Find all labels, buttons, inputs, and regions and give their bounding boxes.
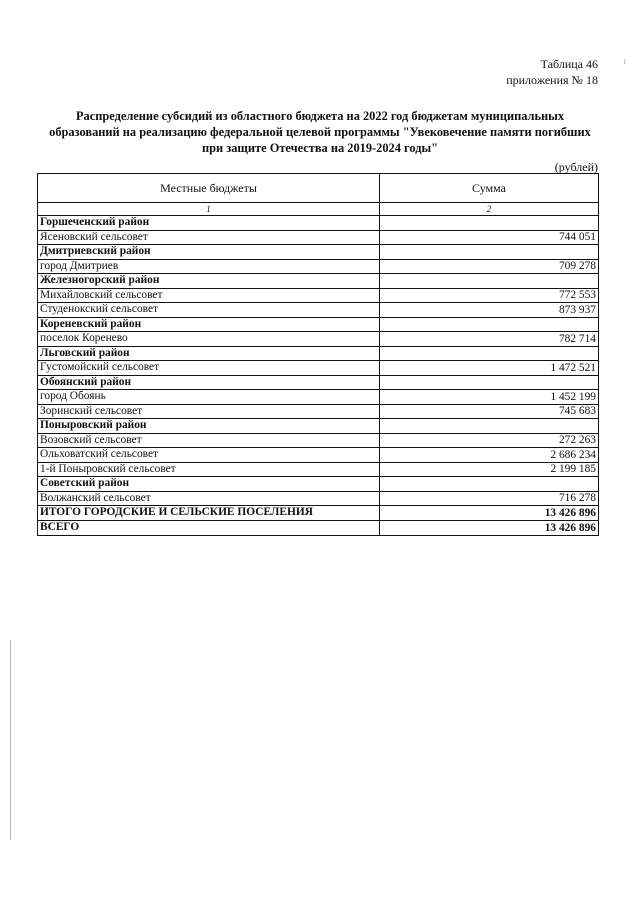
title-line-1: Распределение субсидий из областного бюджета на 2022 год бюджетам муниципальных <box>75 109 565 123</box>
table-row <box>38 491 599 506</box>
row-amount <box>380 477 599 492</box>
row-name: Железногорский район <box>38 274 380 289</box>
row-name: Дмитриевский район <box>38 245 380 260</box>
row-name: Горшеченский район <box>38 216 380 231</box>
row-name: Возовский сельсовет <box>38 433 380 448</box>
row-name: ВСЕГО <box>38 521 380 536</box>
row-name: 1-й Поныровский сельсовет <box>38 462 380 477</box>
row-amount <box>380 216 599 231</box>
row-amount <box>380 346 599 361</box>
table-number: Таблица 46 <box>540 57 598 71</box>
row-name: ИТОГО ГОРОДСКИЕ И СЕЛЬСКИЕ ПОСЕЛЕНИЯ <box>38 506 380 521</box>
column-header-amount: Сумма <box>380 174 599 203</box>
row-amount <box>380 375 599 390</box>
row-name: Студенокский сельсовет <box>38 303 380 318</box>
row-name: Зоринский сельсовет <box>38 404 380 419</box>
row-amount: 1 452 199 <box>380 390 599 405</box>
row-amount: 13 426 896 <box>380 521 599 536</box>
row-amount <box>380 245 599 260</box>
unit-label: (рублей) <box>554 160 598 174</box>
table-row <box>38 448 599 463</box>
column-header-budgets: Местные бюджеты <box>38 174 380 203</box>
row-amount: 2 686 234 <box>380 448 599 463</box>
row-amount: 744 051 <box>380 230 599 245</box>
row-amount: 709 278 <box>380 259 599 274</box>
table-row <box>38 303 599 318</box>
row-name: Советский район <box>38 477 380 492</box>
row-name: Обоянский район <box>38 375 380 390</box>
table-body <box>38 216 599 536</box>
row-amount: 873 937 <box>380 303 599 318</box>
row-name: Ольховатский сельсовет <box>38 448 380 463</box>
region-row <box>38 274 599 289</box>
row-amount: 2 199 185 <box>380 462 599 477</box>
table-row <box>38 288 599 303</box>
region-row <box>38 245 599 260</box>
row-name: Льговский район <box>38 346 380 361</box>
table-row <box>38 230 599 245</box>
column-number-2: 2 <box>380 203 599 216</box>
title-line-3: при защите Отечества на 2019-2024 годы" <box>201 141 439 155</box>
row-amount: 13 426 896 <box>380 506 599 521</box>
column-number-row <box>38 203 599 216</box>
region-row <box>38 419 599 434</box>
table-row <box>38 390 599 405</box>
region-row <box>38 477 599 492</box>
region-row <box>38 216 599 231</box>
scan-edge-line <box>10 640 11 840</box>
table-row <box>38 361 599 376</box>
region-row <box>38 317 599 332</box>
title-line-2: образований на реализацию федеральной целевой программы "Увековечение памяти погибших <box>49 125 591 139</box>
table-header-row <box>38 174 599 203</box>
region-row <box>38 375 599 390</box>
total-row <box>38 506 599 521</box>
row-amount: 716 278 <box>380 491 599 506</box>
table-row <box>38 332 599 347</box>
subsidy-table <box>37 173 599 536</box>
row-amount <box>380 419 599 434</box>
row-name: город Дмитриев <box>38 259 380 274</box>
row-name: город Обоянь <box>38 390 380 405</box>
region-row <box>38 346 599 361</box>
table-row <box>38 462 599 477</box>
row-name: Густомойский сельсовет <box>38 361 380 376</box>
table-row <box>38 433 599 448</box>
row-amount: 272 263 <box>380 433 599 448</box>
row-name: Михайловский сельсовет <box>38 288 380 303</box>
row-name: Кореневский район <box>38 317 380 332</box>
row-name: Волжанский сельсовет <box>38 491 380 506</box>
row-amount: 782 714 <box>380 332 599 347</box>
row-amount <box>380 317 599 332</box>
column-number-1: 1 <box>38 203 380 216</box>
row-name: Ясеновский сельсовет <box>38 230 380 245</box>
table-row <box>38 404 599 419</box>
row-amount: 772 553 <box>380 288 599 303</box>
total-row <box>38 521 599 536</box>
row-amount <box>380 274 599 289</box>
row-name: поселок Коренево <box>38 332 380 347</box>
table-row <box>38 259 599 274</box>
appendix-reference: приложения № 18 <box>506 73 598 87</box>
row-amount: 1 472 521 <box>380 361 599 376</box>
row-name: Поныровский район <box>38 419 380 434</box>
document-title <box>40 108 600 156</box>
scan-mark: ι <box>623 56 626 66</box>
row-amount: 745 683 <box>380 404 599 419</box>
